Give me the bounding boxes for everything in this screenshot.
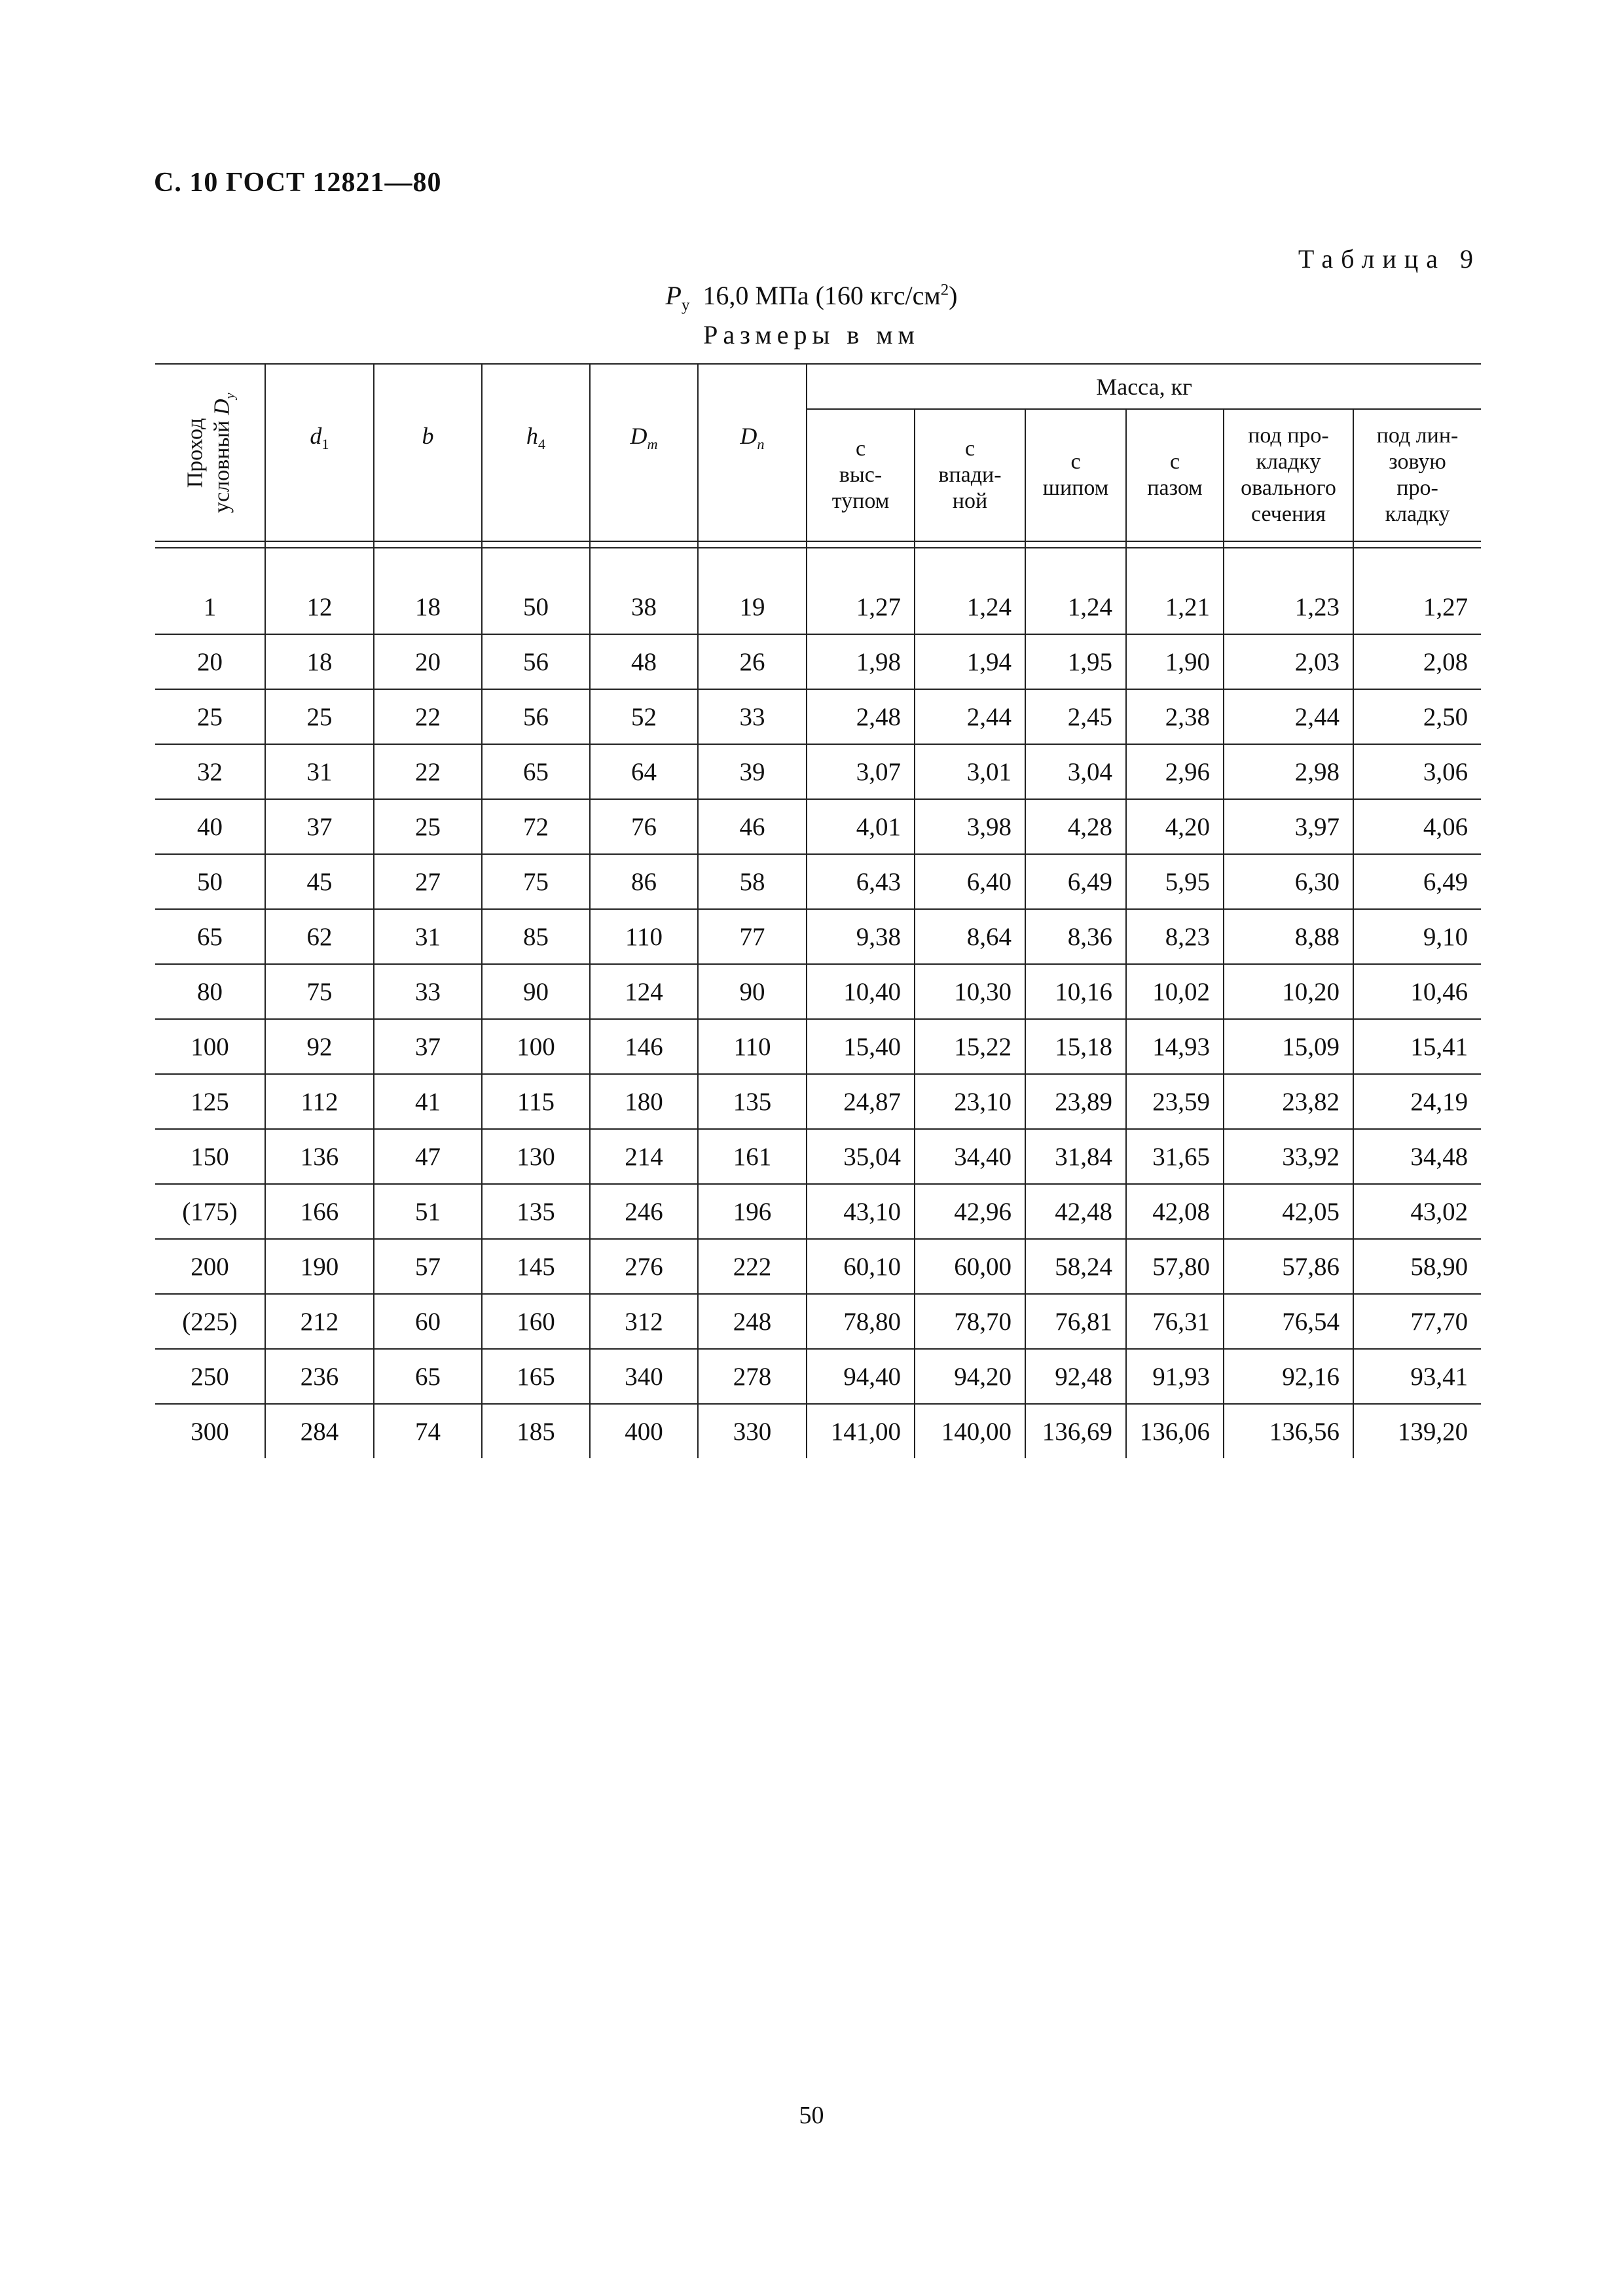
mass-lens-l3: про- [1396,476,1438,500]
table-cell: 40 [155,799,265,854]
col-header-d1 [265,364,374,541]
table-row [155,1404,1481,1458]
table-cell: 2,45 [1025,689,1126,744]
table-cell: 212 [265,1294,374,1349]
mass-raised-l2: выс- [839,462,883,487]
table-cell: 47 [374,1129,482,1184]
table-cell: 43,02 [1353,1184,1481,1239]
symbol-dm: D [630,423,647,449]
table-cell: 1,27 [807,580,915,634]
table-cell: 8,36 [1025,909,1126,964]
table-cell: 185 [482,1404,590,1458]
table-cell: 50 [482,580,590,634]
table-cell: 2,38 [1126,689,1224,744]
table-cell: 34,48 [1353,1129,1481,1184]
table-cell: 58 [698,854,807,909]
table-cell: 135 [698,1074,807,1129]
table-cell: 3,98 [915,799,1025,854]
table-cell: 1,21 [1126,580,1224,634]
table-cell: 94,20 [915,1349,1025,1404]
table-cell: 14,93 [1126,1019,1224,1074]
table-cell: 100 [155,1019,265,1074]
table-cell: 8,88 [1224,909,1353,964]
table-cell: 200 [155,1239,265,1294]
table-cell: 50 [155,854,265,909]
table-cell: 60,00 [915,1239,1025,1294]
table-cell: 65 [482,744,590,799]
table-cell: 77,70 [1353,1294,1481,1349]
table-cell: 140,00 [915,1404,1025,1458]
table-row [155,1019,1481,1074]
table-cell: 276 [590,1239,698,1294]
table-cell: 92,16 [1224,1349,1353,1404]
table-row [155,744,1481,799]
table-row [155,1294,1481,1349]
table-cell: 330 [698,1404,807,1458]
table-cell: 2,08 [1353,634,1481,689]
col-header-passage [155,364,265,541]
table-row [155,1184,1481,1239]
table-cell: 35,04 [807,1129,915,1184]
table-cell: 10,02 [1126,964,1224,1019]
table-cell: 20 [155,634,265,689]
table-cell: 76,81 [1025,1294,1126,1349]
table-cell: 180 [590,1074,698,1129]
table-cell: 48 [590,634,698,689]
table-cell: 110 [590,909,698,964]
table-cell: 22 [374,689,482,744]
table-cell: 1,23 [1224,580,1353,634]
table-cell: 112 [265,1074,374,1129]
units-caption: Размеры в мм [703,320,920,350]
table-cell: 34,40 [915,1129,1025,1184]
table-cell: 6,43 [807,854,915,909]
pressure-text: 16,0 МПа (160 кгс/см [702,281,941,310]
table-row [155,1129,1481,1184]
col-header-mass-tongue [1025,409,1126,541]
col-header-mass-groove [1126,409,1224,541]
passage-symbol: D [209,398,234,415]
mass-oval-l3: овального [1241,476,1336,500]
table-cell: 160 [482,1294,590,1349]
pressure-caption [0,280,1623,315]
table-cell: 85 [482,909,590,964]
table-cell: 250 [155,1349,265,1404]
table-cell: 23,89 [1025,1074,1126,1129]
table-cell: (175) [155,1184,265,1239]
table-cell: 24,87 [807,1074,915,1129]
table-row [155,580,1481,634]
mass-recess-l1: с [964,436,976,461]
table-body [155,580,1481,1458]
table-cell: 3,97 [1224,799,1353,854]
table-cell: 115 [482,1074,590,1129]
table-cell: 77 [698,909,807,964]
table-cell: 130 [482,1129,590,1184]
table-cell: 52 [590,689,698,744]
table-cell: 92 [265,1019,374,1074]
table-cell: 60 [374,1294,482,1349]
table-number: Таблица 9 [1298,244,1481,274]
table-cell: 166 [265,1184,374,1239]
table-cell: 3,07 [807,744,915,799]
table-cell: 56 [482,689,590,744]
table-cell: 31,65 [1126,1129,1224,1184]
table-row [155,909,1481,964]
table-cell: 236 [265,1349,374,1404]
table-cell: 125 [155,1074,265,1129]
col-header-mass-lens [1353,409,1481,541]
table-cell: 32 [155,744,265,799]
table-cell: 33 [698,689,807,744]
table-cell: 45 [265,854,374,909]
table-cell: 136,56 [1224,1404,1353,1458]
table-cell: 161 [698,1129,807,1184]
table-cell: 31 [374,909,482,964]
table-cell: 1 [155,580,265,634]
table-cell: 91,93 [1126,1349,1224,1404]
table-cell: 65 [155,909,265,964]
table-cell: 78,70 [915,1294,1025,1349]
table-cell: 18 [374,580,482,634]
mass-tongue-l1: с [1070,449,1081,474]
flange-dimensions-table [155,363,1481,1458]
pressure-close: ) [949,281,958,310]
header-double-rule [155,541,1481,548]
symbol-dn: D [740,423,757,449]
table-cell: 78,80 [807,1294,915,1349]
table-cell: 1,95 [1025,634,1126,689]
table-cell: 1,90 [1126,634,1224,689]
table-cell: 2,44 [1224,689,1353,744]
mass-recess-l2: впади- [938,462,1002,487]
table-cell: 214 [590,1129,698,1184]
table-cell: 1,27 [1353,580,1481,634]
col-header-b [374,364,482,541]
table-cell: 33,92 [1224,1129,1353,1184]
table-cell: 15,18 [1025,1019,1126,1074]
table-cell: 57 [374,1239,482,1294]
col-header-mass-oval [1224,409,1353,541]
passage-line1: Проход [183,418,208,488]
passage-line2: условный [209,420,234,513]
table-cell: 3,01 [915,744,1025,799]
table-cell: 9,10 [1353,909,1481,964]
table-cell: 2,96 [1126,744,1224,799]
mass-groove-l1: с [1169,449,1180,474]
table-cell: 58,24 [1025,1239,1126,1294]
table-cell: 10,16 [1025,964,1126,1019]
col-header-mass: Масса, кг [807,364,1481,409]
document-header: С. 10 ГОСТ 12821—80 [154,168,442,198]
table-cell: 8,23 [1126,909,1224,964]
table-cell: 76,54 [1224,1294,1353,1349]
table-cell: 57,86 [1224,1239,1353,1294]
table-cell: 37 [265,799,374,854]
table-cell: 65 [374,1349,482,1404]
table-cell: 4,20 [1126,799,1224,854]
table-cell: 135 [482,1184,590,1239]
table-cell: 92,48 [1025,1349,1126,1404]
table-cell: 76 [590,799,698,854]
table-cell: 190 [265,1239,374,1294]
table-cell: 94,40 [807,1349,915,1404]
table-cell: 74 [374,1404,482,1458]
table-cell: 300 [155,1404,265,1458]
table-cell: 26 [698,634,807,689]
table-cell: 15,22 [915,1019,1025,1074]
col-header-mass-raised [807,409,915,541]
table-cell: 31 [265,744,374,799]
table-cell: 246 [590,1184,698,1239]
table-cell: 31,84 [1025,1129,1126,1184]
table-cell: 20 [374,634,482,689]
table-cell: 93,41 [1353,1349,1481,1404]
table-cell: 312 [590,1294,698,1349]
table-cell: 196 [698,1184,807,1239]
table-cell: 58,90 [1353,1239,1481,1294]
table-row [155,854,1481,909]
table-row [155,1239,1481,1294]
pressure-symbol: P [665,281,682,310]
table-cell: 145 [482,1239,590,1294]
table-cell: 2,48 [807,689,915,744]
table-cell: 139,20 [1353,1404,1481,1458]
table-cell: 46 [698,799,807,854]
table-row [155,964,1481,1019]
passage-subscript: у [221,392,237,399]
table-cell: 10,30 [915,964,1025,1019]
table-cell: 6,30 [1224,854,1353,909]
symbol-h-sub: 4 [538,436,546,453]
mass-raised-l1: с [855,436,866,461]
table-cell: 23,10 [915,1074,1025,1129]
table-cell: 1,24 [915,580,1025,634]
table-cell: 248 [698,1294,807,1349]
table-cell: 165 [482,1349,590,1404]
table-cell: 27 [374,854,482,909]
table-row [155,1074,1481,1129]
table-cell: 6,49 [1353,854,1481,909]
table-cell: 60,10 [807,1239,915,1294]
mass-oval-l1: под про- [1248,423,1329,448]
table-cell: 37 [374,1019,482,1074]
table-cell: 25 [155,689,265,744]
table-cell: 146 [590,1019,698,1074]
table-cell: 8,64 [915,909,1025,964]
table-cell: 72 [482,799,590,854]
table-cell: 90 [698,964,807,1019]
table-cell: 10,20 [1224,964,1353,1019]
table-cell: 12 [265,580,374,634]
table-cell: 15,41 [1353,1019,1481,1074]
table-cell: 41 [374,1074,482,1129]
table-cell: 100 [482,1019,590,1074]
table-cell: 136 [265,1129,374,1184]
table-cell: 75 [265,964,374,1019]
mass-lens-l2: зовую [1389,449,1446,474]
header-gap [155,548,1481,580]
table-cell: 42,48 [1025,1184,1126,1239]
table-cell: 19 [698,580,807,634]
table-cell: 57,80 [1126,1239,1224,1294]
table-cell: 24,19 [1353,1074,1481,1129]
table-cell: 136,06 [1126,1404,1224,1458]
symbol-dm-sub: m [647,436,658,453]
table-cell: 284 [265,1404,374,1458]
table-cell: 75 [482,854,590,909]
table-cell: 141,00 [807,1404,915,1458]
table-cell: 2,44 [915,689,1025,744]
table-cell: 222 [698,1239,807,1294]
mass-oval-l4: сечения [1251,502,1326,527]
table-cell: 124 [590,964,698,1019]
table-cell: 64 [590,744,698,799]
page-number: 50 [799,2102,824,2129]
table-cell: 51 [374,1184,482,1239]
table-cell: 23,82 [1224,1074,1353,1129]
table-cell: 2,98 [1224,744,1353,799]
symbol-h: h [526,423,538,449]
table-cell: 278 [698,1349,807,1404]
table-cell: 6,49 [1025,854,1126,909]
table-cell: 9,38 [807,909,915,964]
table-cell: 3,06 [1353,744,1481,799]
symbol-d: d [310,423,322,449]
table-cell: 4,28 [1025,799,1126,854]
table-row [155,1349,1481,1404]
table-row [155,634,1481,689]
table-cell: 136,69 [1025,1404,1126,1458]
table-cell: 3,04 [1025,744,1126,799]
table-cell: 15,09 [1224,1019,1353,1074]
col-header-dn [698,364,807,541]
table-cell: 6,40 [915,854,1025,909]
table-cell: 150 [155,1129,265,1184]
col-header-dm [590,364,698,541]
table-cell: 1,98 [807,634,915,689]
table-cell: 33 [374,964,482,1019]
mass-lens-l4: кладку [1385,502,1450,527]
table-cell: 42,05 [1224,1184,1353,1239]
table-cell: 56 [482,634,590,689]
col-header-h4 [482,364,590,541]
table-cell: 4,06 [1353,799,1481,854]
table-cell: 400 [590,1404,698,1458]
table-cell: 22 [374,744,482,799]
table-cell: 23,59 [1126,1074,1224,1129]
mass-tongue-l2: шипом [1042,476,1109,500]
table-cell: 110 [698,1019,807,1074]
mass-raised-l3: тупом [831,489,890,514]
table-cell: 1,24 [1025,580,1126,634]
table-cell: 42,96 [915,1184,1025,1239]
table-cell: 1,94 [915,634,1025,689]
table-cell: 2,50 [1353,689,1481,744]
table-cell: 4,01 [807,799,915,854]
mass-groove-l2: пазом [1147,476,1203,500]
table-cell: 18 [265,634,374,689]
table-cell: 90 [482,964,590,1019]
table-row [155,799,1481,854]
table-cell: 15,40 [807,1019,915,1074]
table-cell: 2,03 [1224,634,1353,689]
table-cell: 25 [374,799,482,854]
table-cell: 62 [265,909,374,964]
table-cell: 39 [698,744,807,799]
table-cell: 10,46 [1353,964,1481,1019]
table-cell: 80 [155,964,265,1019]
table-cell: 5,95 [1126,854,1224,909]
mass-lens-l1: под лин- [1376,423,1459,448]
table-cell: 42,08 [1126,1184,1224,1239]
pressure-subscript: у [681,296,690,314]
table-cell: 340 [590,1349,698,1404]
symbol-b: b [422,423,434,449]
mass-recess-l3: ной [952,489,988,514]
table-cell: 38 [590,580,698,634]
symbol-d-sub: 1 [321,436,329,453]
col-header-mass-recess [915,409,1025,541]
table-cell: 76,31 [1126,1294,1224,1349]
pressure-superscript: 2 [940,281,949,299]
table-cell: (225) [155,1294,265,1349]
symbol-dn-sub: n [757,436,765,453]
table-cell: 25 [265,689,374,744]
table-row [155,689,1481,744]
table-cell: 10,40 [807,964,915,1019]
table-cell: 86 [590,854,698,909]
table-cell: 43,10 [807,1184,915,1239]
mass-oval-l2: кладку [1256,449,1321,474]
